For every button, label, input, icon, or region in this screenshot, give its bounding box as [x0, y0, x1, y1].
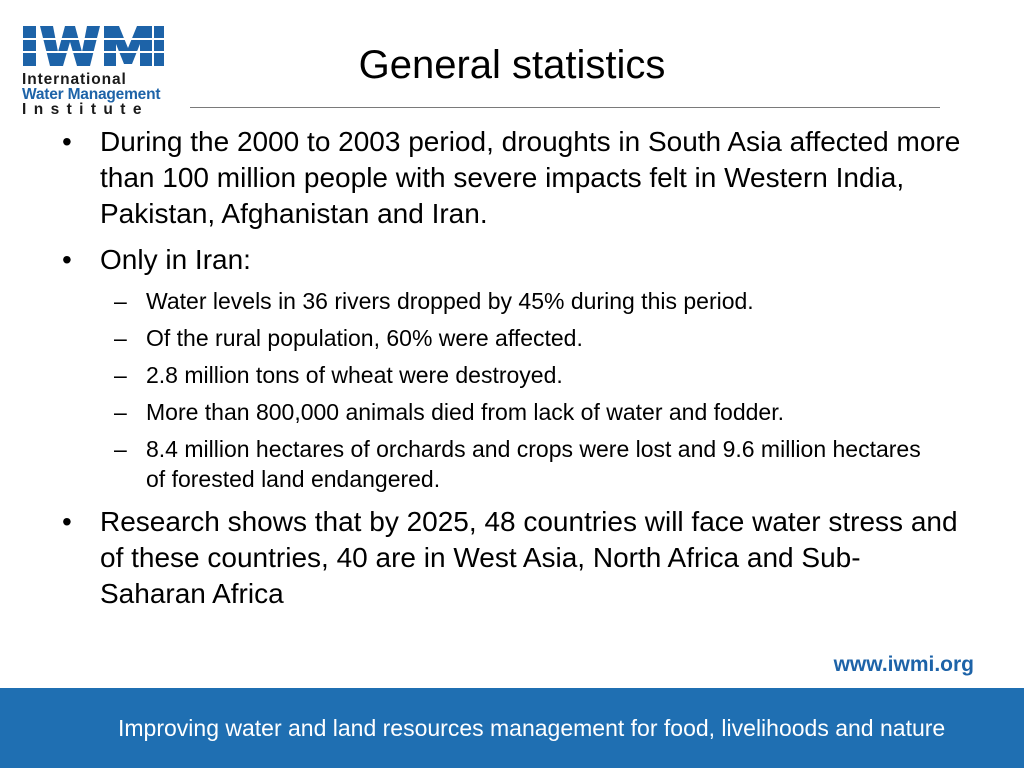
sub-bullet-list — [0, 286, 1024, 494]
sub-bullet-text: Water levels in 36 rivers dropped by 45% during this period. — [146, 288, 754, 314]
bullet-item — [0, 242, 1024, 494]
sub-bullet-item — [0, 323, 1024, 353]
bullet-marker: • — [62, 506, 72, 537]
bullet-marker: • — [62, 244, 72, 275]
footer-tagline: Improving water and land resources management for food, livelihoods and nature — [118, 715, 946, 741]
title-divider — [190, 107, 940, 108]
sub-bullet-text: More than 800,000 animals died from lack of water and fodder. — [146, 399, 784, 425]
dash-marker: – — [114, 288, 127, 314]
bullet-item — [0, 504, 1024, 612]
sub-bullet-text: 2.8 million tons of wheat were destroyed. — [146, 362, 563, 388]
slide-title: General statistics — [358, 43, 666, 87]
sub-bullet-item — [0, 286, 1024, 316]
logo-line-water-management: Water Management — [22, 86, 161, 103]
bullet-text: Research shows that by 2025, 48 countries will face water stress and of these countries, 40 are in West Asia, North Africa and Sub-Saharan Africa — [100, 506, 958, 609]
sub-bullet-item — [0, 397, 1024, 427]
dash-marker: – — [114, 362, 127, 388]
logo-line-institute: Institute — [22, 101, 149, 118]
bullet-marker: • — [62, 126, 72, 157]
bullet-item — [0, 124, 1024, 232]
website-link[interactable]: www.iwmi.org — [833, 653, 974, 676]
sub-bullet-item — [0, 360, 1024, 390]
logo-line-international: International — [22, 71, 127, 88]
sub-bullet-text: 8.4 million hectares of orchards and crops were lost and 9.6 million hectares of forested land endangered. — [146, 436, 921, 492]
bullet-text: During the 2000 to 2003 period, droughts in South Asia affected more than 100 million people with severe impacts felt in Western India, Pakistan, Afghanistan and Iran. — [100, 126, 961, 229]
dash-marker: – — [114, 325, 127, 351]
dash-marker: – — [114, 436, 127, 462]
slide-content — [0, 124, 1024, 622]
sub-bullet-item — [0, 434, 1024, 494]
sub-bullet-text: Of the rural population, 60% were affected. — [146, 325, 583, 351]
bullet-text: Only in Iran: — [100, 244, 251, 275]
dash-marker: – — [114, 399, 127, 425]
